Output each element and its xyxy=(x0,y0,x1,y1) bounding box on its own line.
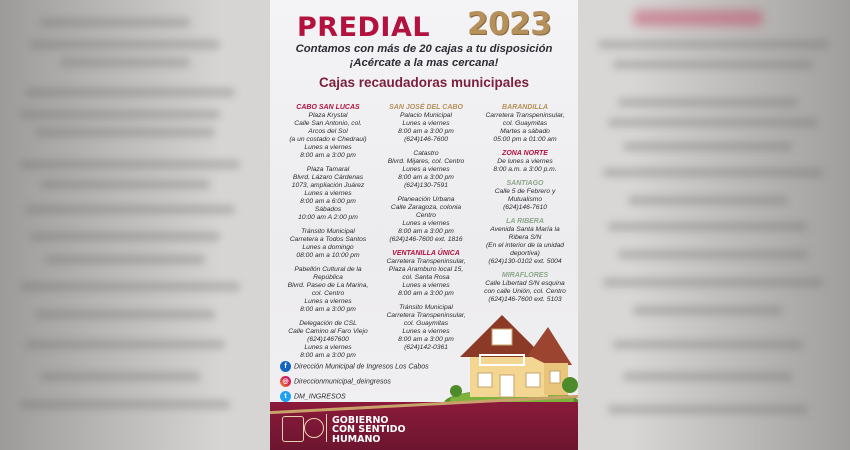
location-line: Carretera Transpeninsular, xyxy=(485,112,565,119)
location-line: deportiva) xyxy=(510,250,540,257)
instagram-handle: Direccionmunicipal_deingresos xyxy=(294,378,391,386)
section-title: Cajas recaudadoras municipales xyxy=(318,75,530,90)
locations-column-3 xyxy=(475,104,575,310)
municipal-seal-icon xyxy=(282,416,304,442)
location-line: Calle Zaragoza, colonia xyxy=(390,204,462,211)
location-entry xyxy=(475,218,575,266)
location-line: Lunes a viernes xyxy=(402,282,450,289)
location-line: Blvrd. Lázaro Cárdenas xyxy=(292,174,364,181)
location-line: (624)1467600 xyxy=(307,336,349,343)
location-line: 8:00 am a 3:00 pm xyxy=(398,128,454,135)
location-line: 8:00 am a 3:00 pm xyxy=(300,152,356,159)
location-line: Centro xyxy=(415,212,437,219)
location-line: Arcos del Sol xyxy=(308,128,348,135)
location-line: 8:00 am a 3:00 pm xyxy=(300,306,356,313)
location-heading: VENTANILLA ÚNICA xyxy=(392,250,460,257)
poster-header xyxy=(270,4,578,44)
location-entry xyxy=(475,272,575,304)
location-heading: LA RIBERA xyxy=(506,218,544,225)
location-line: 8:00 am a 3:00 pm xyxy=(398,228,454,235)
location-heading: ZONA NORTE xyxy=(502,150,548,157)
location-line: De lunes a viernes xyxy=(497,158,553,165)
predial-title: PREDIAL xyxy=(297,12,431,43)
location-entry xyxy=(276,228,380,260)
location-entry xyxy=(378,250,474,298)
location-line: Palacio Municipal xyxy=(399,112,453,119)
location-line: col. Guaymitas xyxy=(502,120,548,127)
location-line: Plaza Aramburo local 15, xyxy=(388,266,464,273)
location-heading: MIRAFLORES xyxy=(501,272,549,279)
location-line: 8:00 am a 3:00 pm xyxy=(398,174,454,181)
location-line: Carretera Transpeninsular, xyxy=(386,258,466,265)
location-line: 8:00 a.m. a 3:00 p.m. xyxy=(493,166,557,173)
location-line: Lunes a viernes xyxy=(304,298,352,305)
location-line: 8:00 am a 3:00 pm xyxy=(398,336,454,343)
location-line: Tránsito Municipal xyxy=(301,228,355,235)
location-line: Lunes a viernes xyxy=(304,344,352,351)
location-line: 1073, ampliación Juárez xyxy=(291,182,365,189)
location-entry xyxy=(276,266,380,314)
location-entry xyxy=(378,150,474,190)
location-line: Lunes a viernes xyxy=(402,120,450,127)
location-entry xyxy=(276,320,380,360)
location-line: Sábados xyxy=(314,206,342,213)
instagram-row[interactable] xyxy=(280,376,391,387)
location-line: Calle Libertad S/N esquina xyxy=(485,280,565,287)
location-line: Lunes a viernes xyxy=(402,220,450,227)
location-line: (624)142-0361 xyxy=(404,344,448,351)
location-line: 8:00 am a 3:00 pm xyxy=(300,352,356,359)
gov-line-2: CON SENTIDO xyxy=(332,424,406,435)
location-line: Catastro xyxy=(413,150,439,157)
location-line: (624)146-7600 xyxy=(404,136,448,143)
location-line: Delegación de CSL xyxy=(299,320,357,327)
location-line: con calle Unión, col. Centro xyxy=(484,288,566,295)
house-door xyxy=(500,375,514,397)
location-line: República xyxy=(313,274,343,281)
location-line: Lunes a viernes xyxy=(402,328,450,335)
twitter-row[interactable] xyxy=(280,391,346,402)
location-line: Avenida Santa María la xyxy=(490,226,560,233)
location-heading: BARANDILLA xyxy=(502,104,548,111)
instagram-icon: ◎ xyxy=(280,376,291,387)
location-line: Martes a sábado xyxy=(500,128,550,135)
government-slogan xyxy=(332,416,406,445)
location-line: 08:00 am a 10:00 pm xyxy=(296,252,360,259)
gov-line-3: HUMANO xyxy=(332,433,381,445)
location-line: Blvrd. Paseo de La Marina, xyxy=(287,282,369,289)
location-line: col. Guaymitas xyxy=(403,320,449,327)
twitter-handle: DM_INGRESOS xyxy=(294,393,346,401)
gov-line-1: GOBIERNO xyxy=(332,414,389,426)
location-line: Blvrd. Mijares, col. Centro xyxy=(387,158,465,165)
location-entry xyxy=(475,180,575,212)
location-line: Lunes a viernes xyxy=(304,190,352,197)
locations-column-1 xyxy=(276,104,380,366)
location-line: (624)146-7600 ext. 5103 xyxy=(488,296,562,303)
location-line: Calle 5 de Febrero y xyxy=(494,188,556,195)
location-line: Lunes a viernes xyxy=(304,144,352,151)
year-title: 2023 xyxy=(467,6,552,42)
location-line: (a un costado e Chedraui) xyxy=(289,136,367,143)
location-line: 10:00 am A 2:00 pm xyxy=(298,214,358,221)
location-heading: CABO SAN LUCAS xyxy=(296,104,360,111)
location-line: 05:00 pm a 01:00 am xyxy=(493,136,557,143)
blurred-backdrop-left xyxy=(0,0,270,450)
location-entry xyxy=(475,104,575,144)
twitter-icon: t xyxy=(280,391,291,402)
location-entry xyxy=(276,104,380,160)
location-heading: SAN JOSÉ DEL CABO xyxy=(389,104,463,111)
facebook-icon: f xyxy=(280,361,291,372)
location-entry xyxy=(276,166,380,222)
location-line: Plaza Tamaral xyxy=(306,166,350,173)
location-line: (En el interior de la unidad xyxy=(485,242,565,249)
location-line: 8:00 am a 3:00 pm xyxy=(398,290,454,297)
location-entry xyxy=(475,150,575,174)
facebook-handle: Dirección Municipal de Ingresos Los Cabos xyxy=(294,363,429,371)
footer-divider xyxy=(326,414,327,442)
location-entry xyxy=(378,196,474,244)
location-line: col. Santa Rosa xyxy=(402,274,450,281)
predial-poster xyxy=(270,0,578,450)
location-line: Lunes a domingo xyxy=(302,244,354,251)
location-line: Tránsito Municipal xyxy=(399,304,453,311)
location-line: Carretera Transpeninsular, xyxy=(386,312,466,319)
location-line: Lunes a viernes xyxy=(402,166,450,173)
government-emblem-icon xyxy=(304,418,324,438)
location-heading: SANTIAGO xyxy=(506,180,544,187)
location-line: Ribera S/N xyxy=(508,234,542,241)
facebook-row[interactable] xyxy=(280,361,429,372)
tagline-acercate: ¡Acércate a la mas cercana! xyxy=(349,57,499,69)
location-line: 8:00 am a 6:00 pm xyxy=(300,198,356,205)
location-entry xyxy=(378,104,474,144)
location-line: col. Centro xyxy=(311,290,345,297)
location-line: (624)146-7600 ext. 1816 xyxy=(389,236,463,243)
location-line: (624)130-0102 ext. 5004 xyxy=(488,258,562,265)
location-line: (624)146-7610 xyxy=(503,204,547,211)
location-line: Plaza Krystal xyxy=(308,112,348,119)
location-line: Carretera a Todos Santos xyxy=(289,236,367,243)
location-line: (624)130-7591 xyxy=(404,182,448,189)
location-line: Mutualismo xyxy=(507,196,543,203)
location-line: Calle San Antonio, col. xyxy=(294,120,362,127)
location-line: Calle Camino al Faro Viejo xyxy=(288,328,368,335)
location-line: Planeación Urbana xyxy=(397,196,455,203)
tagline-cajas: Contamos con más de 20 cajas a tu disposición xyxy=(295,43,553,55)
location-line: Pabellón Cultural de la xyxy=(294,266,362,273)
blurred-backdrop-right xyxy=(578,0,850,450)
